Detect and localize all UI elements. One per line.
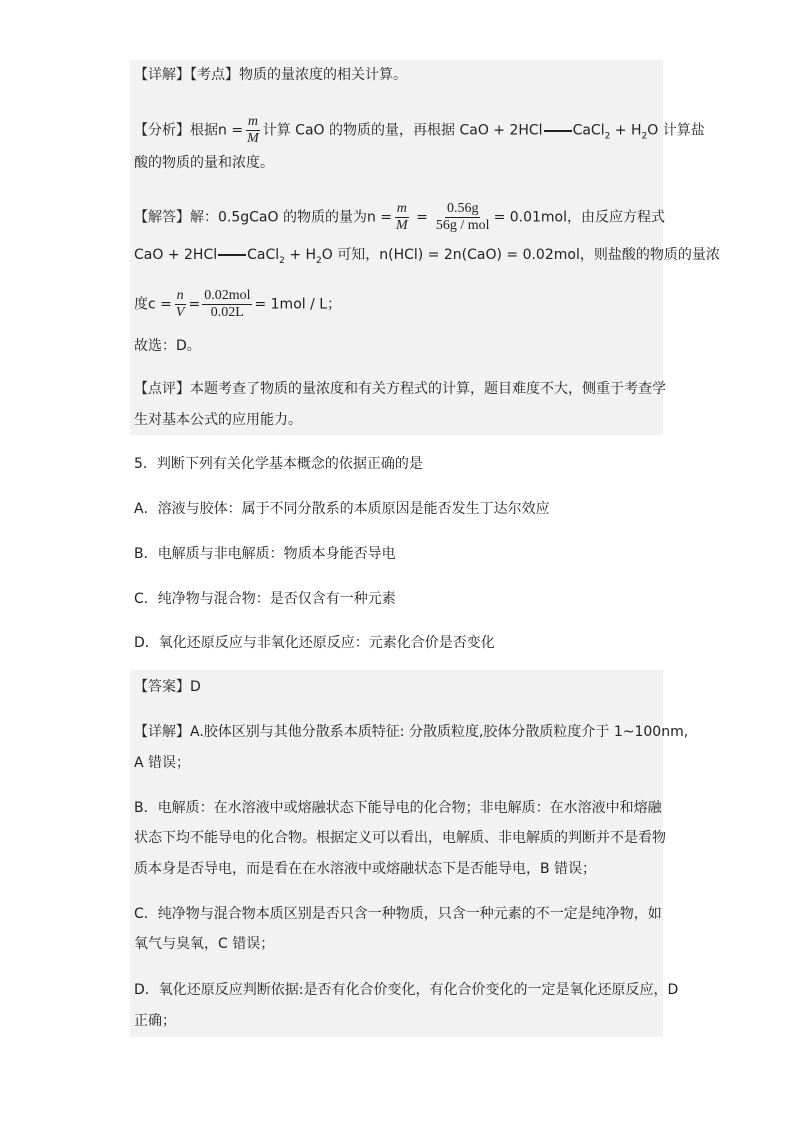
reaction-arrow <box>544 130 572 132</box>
fraction-numerator: m <box>247 114 258 129</box>
fraction-denominator: M <box>247 131 259 146</box>
explanation-line: C．纯净物与混合物本质区别是否只含一种物质，只含一种元素的不一定是纯净物，如 <box>134 906 662 922</box>
analysis-text: O 计算盐 <box>647 122 705 139</box>
explanation-line: B．电解质：在水溶液中或熔融状态下能导电的化合物；非电解质：在水溶液中和熔融 <box>134 800 662 816</box>
product-text: + H <box>610 122 642 139</box>
equals-sign: = <box>411 209 428 226</box>
comment-line-1: 【点评】本题考查了物质的量浓度和有关方程式的计算，题目难度不大，侧重于考查学 <box>134 381 666 397</box>
solution-text: 度c = <box>134 296 172 313</box>
product-text: + H <box>284 247 317 263</box>
reactant-text: CaO + 2HCl <box>134 247 218 263</box>
subscript: 2 <box>604 131 611 142</box>
fraction-denominator: 0.02L <box>210 305 244 320</box>
solution-line-1 <box>134 201 665 234</box>
subscript: 2 <box>279 255 285 266</box>
solution-label: 【解答】解：0.5gCaO 的物质的量为n = <box>134 209 393 226</box>
explanation-line: 质本身是否导电，而是看在在水溶液中或熔融状态下是否能导电，B 错误； <box>134 861 597 877</box>
analysis-text: 计算 CaO 的物质的量，再根据 CaO + 2HCl <box>262 122 543 139</box>
option-a: A．溶液与胶体：属于不同分散系的本质原因是能否发生丁达尔效应 <box>134 501 550 517</box>
formula-fraction <box>202 288 252 321</box>
explanation-line: D．氧化还原反应判断依据:是否有化合价变化，有化合价变化的一定是氧化还原反应，D <box>134 982 679 998</box>
solution-line-3 <box>134 288 341 321</box>
formula-fraction <box>394 201 410 234</box>
explanation-line: 氧气与臭氧，C 错误； <box>134 936 275 952</box>
fraction-denominator: M <box>396 218 408 233</box>
explanation-line: A 错误； <box>134 755 191 771</box>
detail-line: 【详解】【考点】物质的量浓度的相关计算。 <box>134 67 407 83</box>
formula-fraction <box>174 288 187 321</box>
explanation-line: 【详解】A.胶体区别与其他分散系本质特征: 分散质粒度,胶体分散质粒度介于 1~100nm, <box>134 724 689 740</box>
option-c: C．纯净物与混合物：是否仅含有一种元素 <box>134 591 396 607</box>
analysis-label: 【分析】根据n = <box>134 122 244 139</box>
option-d: D．氧化还原反应与非氧化还原反应：元素化合价是否变化 <box>134 635 495 651</box>
solution-text: O 可知，n(HCl) = 2n(CaO) = 0.02mol，则盐酸的物质的量浓 <box>321 247 720 263</box>
fraction-numerator: n <box>176 288 184 303</box>
choice-line: 故选：D。 <box>134 338 201 354</box>
question-stem: 5．判断下列有关化学基本概念的依据正确的是 <box>134 456 423 472</box>
fraction-numerator: 0.56g <box>446 201 479 216</box>
subscript: 2 <box>316 255 322 266</box>
product-text: CaCl <box>247 247 280 263</box>
comment-line-2: 生对基本公式的应用能力。 <box>134 412 302 428</box>
fraction-numerator: m <box>396 201 407 216</box>
subscript: 2 <box>641 131 648 142</box>
analysis-line-2: 酸的物质的量和浓度。 <box>134 155 274 171</box>
solution-text: = 1mol / L； <box>254 296 342 313</box>
fraction-numerator: 0.02mol <box>204 288 251 303</box>
explanation-line: 正确； <box>134 1013 176 1029</box>
answer-line: 【答案】D <box>134 679 201 695</box>
option-b: B．电解质与非电解质：物质本身能否导电 <box>134 546 396 562</box>
fraction-denominator: 56g / mol <box>435 218 490 233</box>
fraction-denominator: V <box>175 305 185 320</box>
formula-fraction <box>245 114 261 147</box>
formula-fraction <box>434 201 492 234</box>
equals-sign: = <box>188 296 201 313</box>
reaction-arrow <box>218 254 246 256</box>
product-text: CaCl <box>572 122 605 139</box>
solution-text: = 0.01mol，由反应方程式 <box>493 209 666 226</box>
explanation-line: 状态下均不能导电的化合物。根据定义可以看出，电解质、非电解质的判断并不是看物 <box>134 830 666 846</box>
solution-line-2 <box>134 245 720 271</box>
analysis-line-1 <box>134 114 705 147</box>
